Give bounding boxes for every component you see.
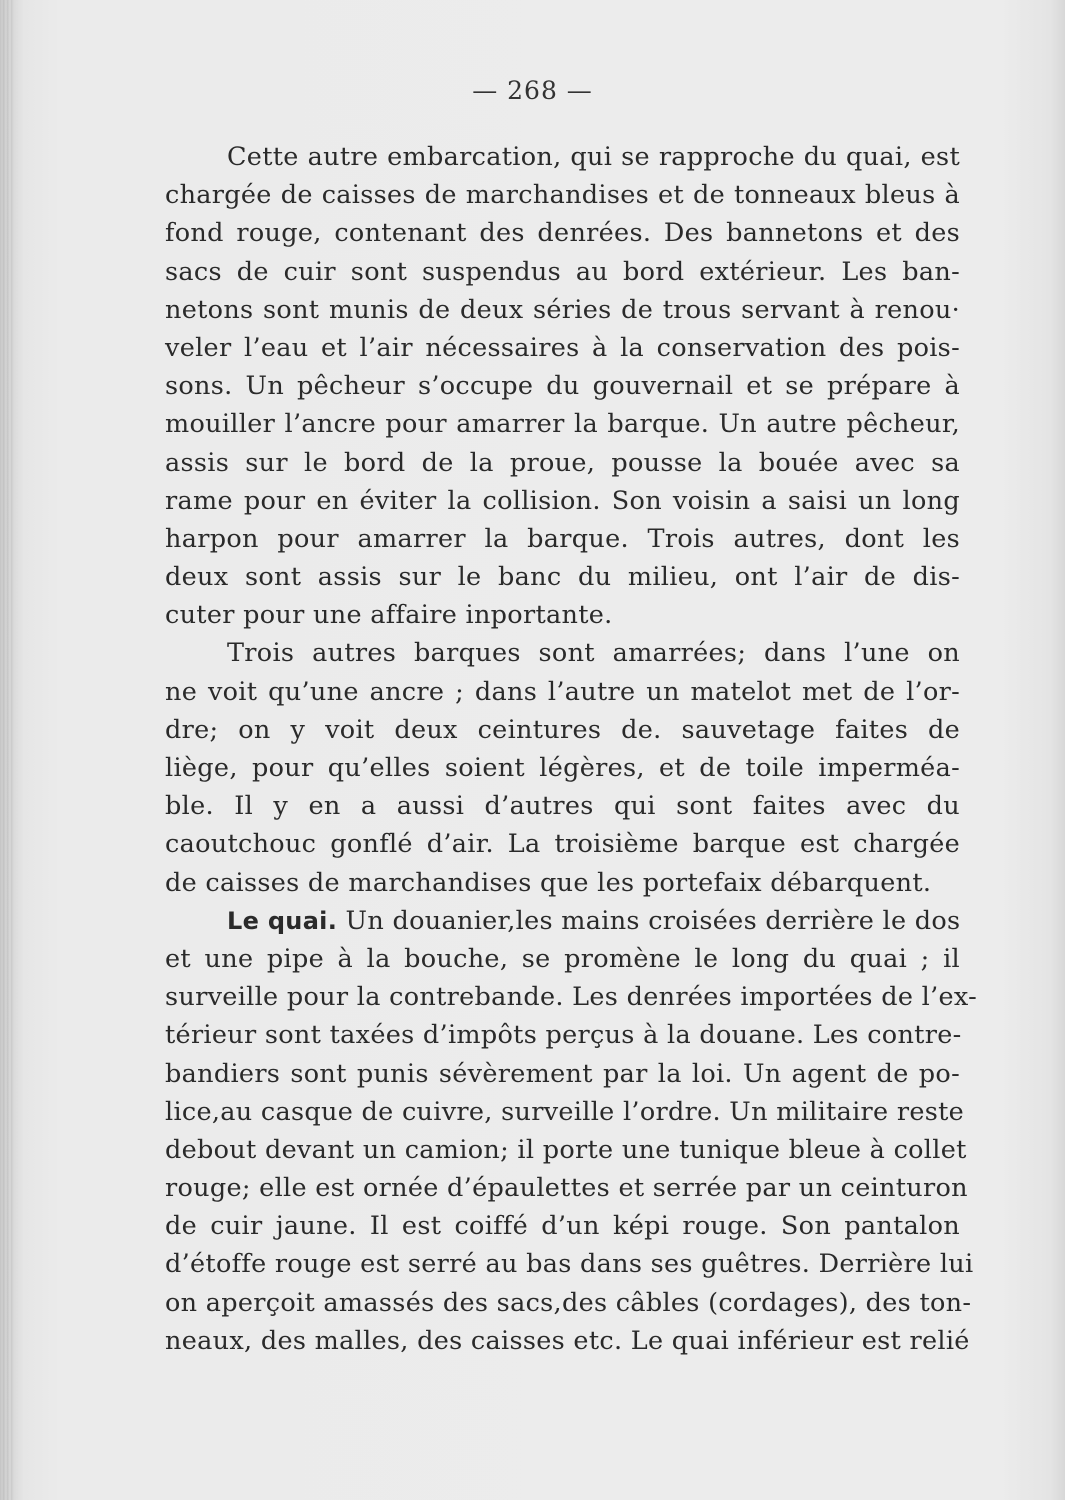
text-line: dre; on y voit deux ceintures de. sauvetage faites de [165, 714, 960, 745]
text-line: rame pour en éviter la collision. Son voisin a saisi un long [165, 485, 960, 516]
text-line: mouiller l’ancre pour amarrer la barque. Un autre pêcheur, [165, 409, 960, 440]
body-text [165, 138, 978, 1360]
text-line: de caisses de marchandises que les portefaix débarquent. [165, 867, 932, 898]
text-line: Cette autre embarcation, qui se rapproche du quai, est [227, 142, 960, 172]
text-line-rest: Un douanier,les mains croisées derrière le dos [337, 905, 961, 936]
section-heading: Le quai. [227, 906, 338, 935]
text-line: cuter pour une affaire inportante. [165, 600, 613, 631]
text-line: fond rouge, contenant des denrées. Des bannetons et des [165, 218, 960, 249]
text-line: térieur sont taxées d’impôts perçus à la douane. Les contre- [165, 1020, 962, 1051]
text-line: lice,au casque de cuivre, surveille l’ordre. Un militaire reste [165, 1096, 965, 1127]
text-line: bandiers sont punis sévèrement par la loi. Un agent de po- [165, 1058, 960, 1089]
text-line: chargée de caisses de marchandises et de tonneaux bleus à [165, 180, 960, 211]
text-line: liège, pour qu’elles soient légères, et de toile imperméa- [165, 753, 960, 783]
text-line: veler l’eau et l’air nécessaires à la conservation des pois- [165, 332, 960, 363]
text-line: Trois autres barques sont amarrées; dans l’une on [227, 638, 960, 669]
page-number: — 268 — [472, 76, 593, 105]
text-line: deux sont assis sur le banc du milieu, ont l’air de dis- [165, 562, 960, 593]
text-line: d’étoffe rouge est serré au bas dans ses guêtres. Derrière lui [165, 1249, 974, 1280]
text-line: ne voit qu’une ancre ; dans l’autre un matelot met de l’or- [165, 676, 960, 707]
text-line: on aperçoit amassés des sacs,des câbles (cordages), des ton- [165, 1287, 972, 1318]
text-line: sons. Un pêcheur s’occupe du gouvernail et se prépare à [165, 371, 960, 402]
text-line: caoutchouc gonflé d’air. La troisième barque est chargée [165, 829, 960, 860]
text-line: neaux, des malles, des caisses etc. Le quai inférieur est relié [165, 1325, 970, 1356]
text-line: harpon pour amarrer la barque. Trois autres, dont les [165, 523, 960, 554]
text-line: assis sur le bord de la proue, pousse la bouée avec sa [165, 447, 960, 478]
text-line: de cuir jaune. Il est coiffé d’un képi rouge. Son pantalon [165, 1211, 960, 1242]
text-line: netons sont munis de deux séries de trous servant à renou· [165, 294, 960, 325]
text-line: et une pipe à la bouche, se promène le long du quai ; il [165, 943, 960, 974]
text-line: rouge; elle est ornée d’épaulettes et serrée par un ceinturon [165, 1173, 968, 1204]
text-line [165, 902, 960, 940]
page-edge [0, 0, 14, 1500]
text-line: ble. Il y en a aussi d’autres qui sont faites avec du [165, 791, 960, 822]
text-line: surveille pour la contrebande. Les denrées importées de l’ex- [165, 982, 978, 1013]
text-line: debout devant un camion; il porte une tunique bleue à collet [165, 1134, 967, 1165]
text-line: sacs de cuir sont suspendus au bord extérieur. Les ban- [165, 256, 960, 287]
